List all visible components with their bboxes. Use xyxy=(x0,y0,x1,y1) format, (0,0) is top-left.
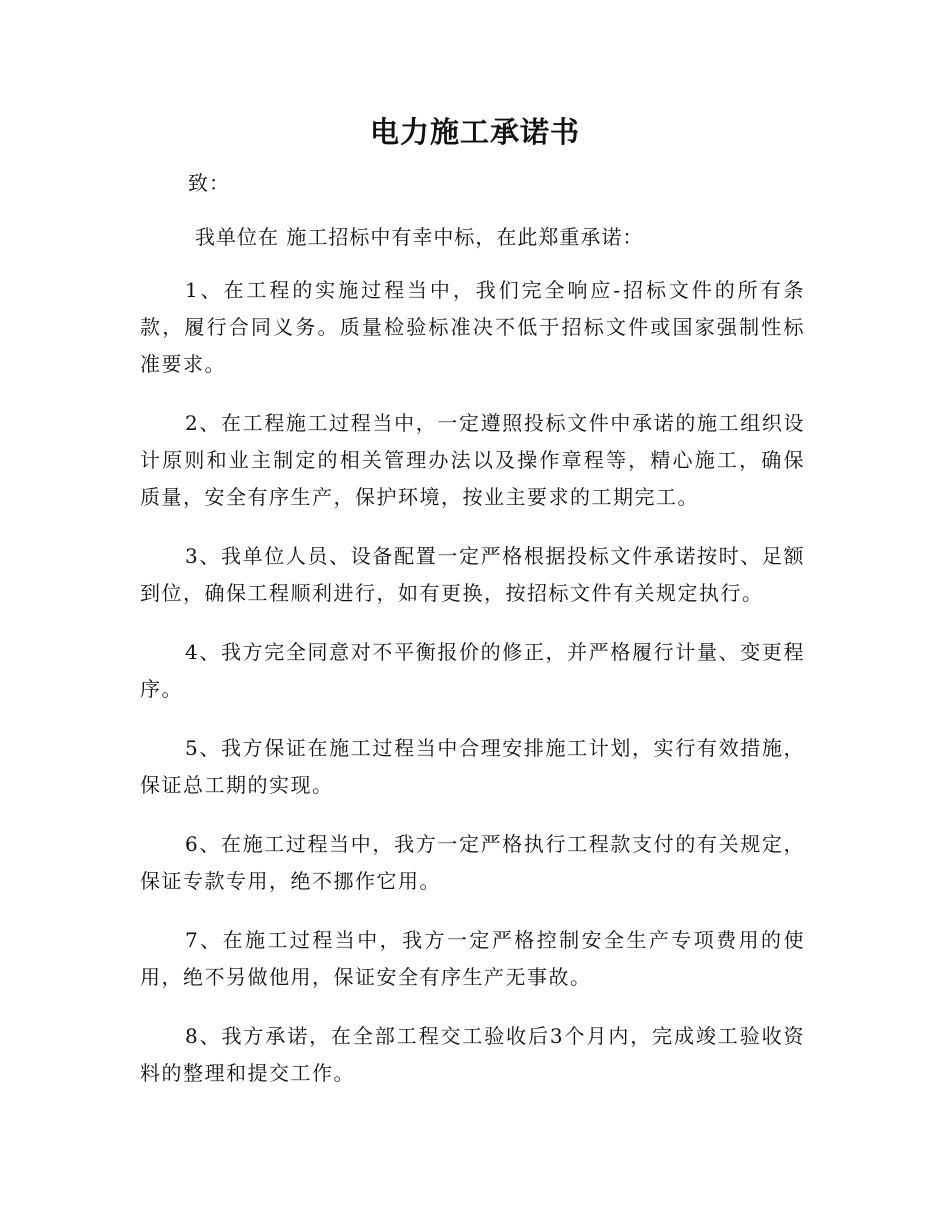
clause-4: 4、我方完全同意对不平衡报价的修正，并严格履行计量、变更程序。 xyxy=(140,640,805,701)
clause-2: 2、在工程施工过程当中，一定遵照投标文件中承诺的施工组织设计原则和业主制定的相关管理办法以及操作章程等，精心施工，确保质量，安全有序生产，保护环境，按业主要求的工期完工。 xyxy=(140,411,805,509)
clause-1: 1、在工程的实施过程当中，我们完全响应-招标文件的所有条款，履行合同义务。质量检验标准决不低于招标文件或国家强制性标准要求。 xyxy=(140,278,805,376)
clause-8: 8、我方承诺，在全部工程交工验收后3个月内，完成竣工验收资料的整理和提交工作。 xyxy=(140,1024,805,1085)
clause-5: 5、我方保证在施工过程当中合理安排施工计划，实行有效措施，保证总工期的实现。 xyxy=(140,736,805,797)
commitment-clauses xyxy=(140,272,805,1114)
clause-7: 7、在施工过程当中，我方一定严格控制安全生产专项费用的使用，绝不另做他用，保证安全有序生产无事故。 xyxy=(140,928,805,989)
salutation: 致： xyxy=(188,171,230,195)
intro-paragraph: 我单位在 施工招标中有幸中标，在此郑重承诺： xyxy=(195,225,644,249)
clause-6: 6、在施工过程当中，我方一定严格执行工程款支付的有关规定，保证专款专用，绝不挪作它用。 xyxy=(140,832,805,893)
document-title: 电力施工承诺书 xyxy=(369,115,580,149)
clause-3: 3、我单位人员、设备配置一定严格根据投标文件承诺按时、足额到位，确保工程顺利进行，如有更换，按招标文件有关规定执行。 xyxy=(140,544,805,605)
